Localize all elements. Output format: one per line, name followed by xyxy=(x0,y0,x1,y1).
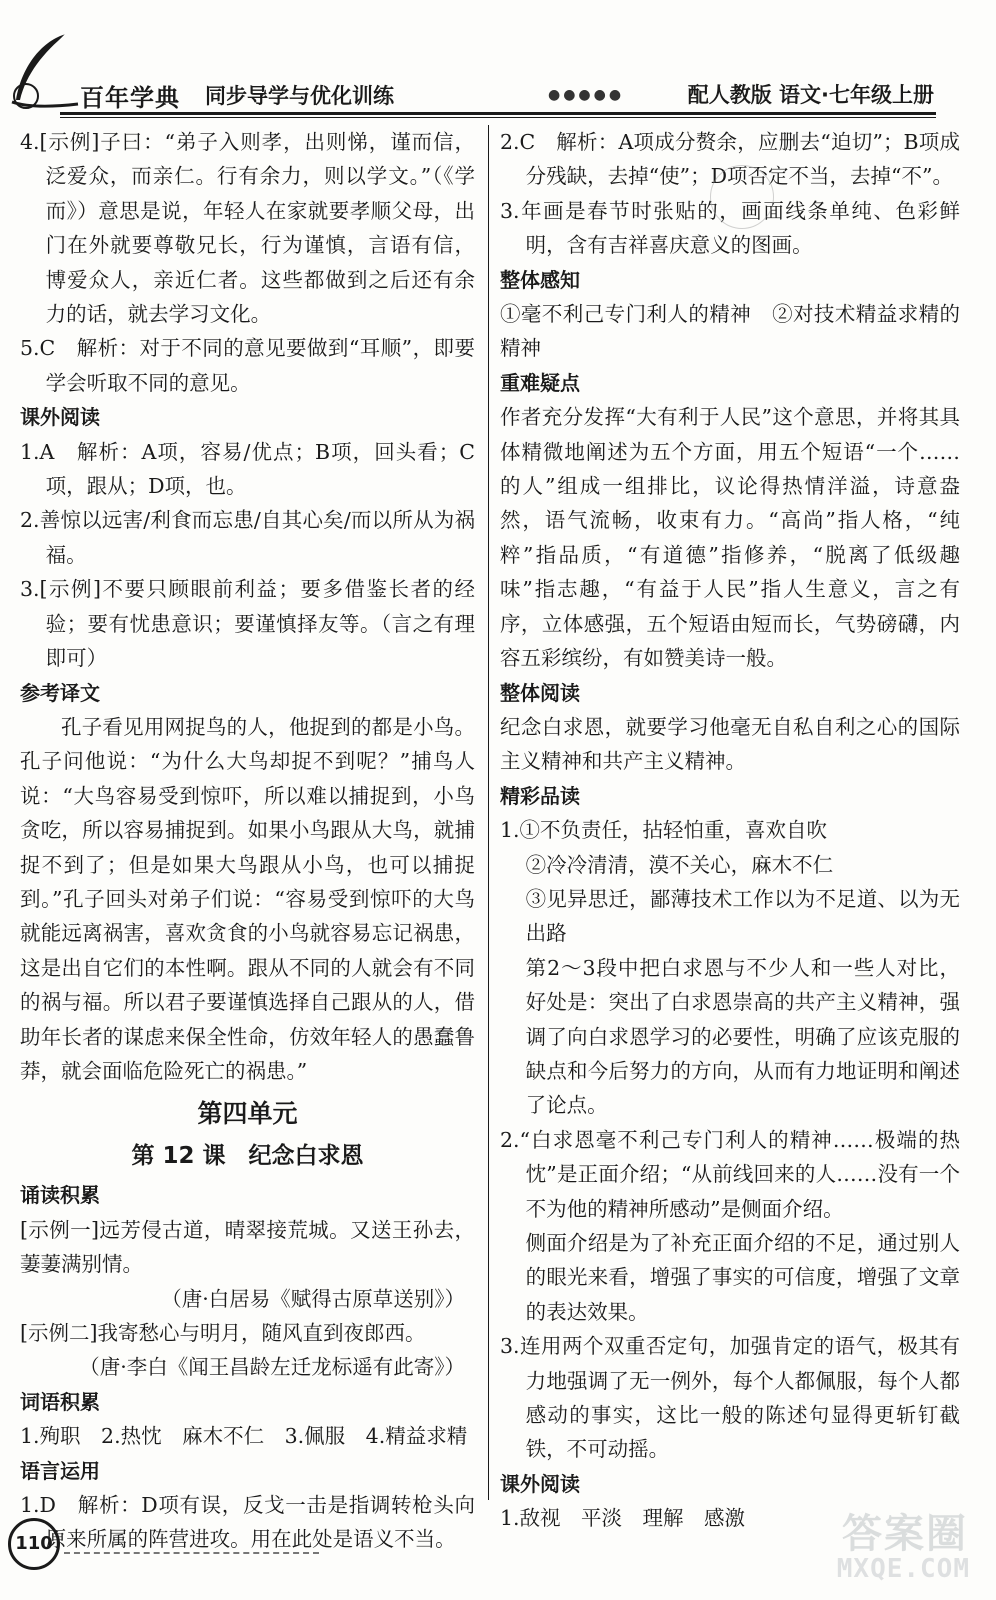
translation-paragraph: 孔子看见用网捉鸟的人，他捉到的都是小鸟。孔子问他说：“为什么大鸟却捉不到呢？”捕鸟人说：“大鸟容易受到惊吓，所以难以捕捉到，小鸟贪吃，所以容易捕捉到。如果小鸟跟从大鸟，就捕捉不到了；但是如果大鸟跟从小鸟，也可以捕捉到。”孔子回头对弟子们说：“容易受到惊吓的大鸟就能远离祸害，喜欢贪食的小鸟就容易忘记祸患，这是出自它们的本性啊。跟从不同的人就会有不同的祸与福。所以君子要谨慎选择自己跟从的人，借助年长者的谋虑来保全性命，仿效年轻人的愚蠢鲁莽，就会面临危险死亡的祸患。” xyxy=(20,714,475,1083)
answer-j2b: 侧面介绍是为了补充正面介绍的不足，通过别人的眼光来看，增强了事实的可信度，增强了文章的表达效果。 xyxy=(525,1231,960,1324)
poem-source-1: （唐·白居易《赋得古原草送别》） xyxy=(161,1286,465,1311)
page-header xyxy=(0,0,996,118)
answer-j1d: 第2～3段中把白求恩与不少人和一些人对比，好处是：突出了白求恩崇高的共产主义精神，强调了向白求恩学习的必要性，明确了应该克服的缺点和今后努力的方向，从而有力地证明和阐述了论点。 xyxy=(525,955,960,1118)
page-number: 110 xyxy=(8,1518,60,1570)
answer-r2: 2.C 解析：A项成分赘余，应删去“迫切”；B项成分残缺，去掉“使”；D项否定不当，去掉“不”。 xyxy=(500,130,960,189)
watermark-url: MXQE.COM xyxy=(836,1554,970,1584)
faint-stamp xyxy=(710,165,774,229)
section-heading: 课外阅读 xyxy=(500,1471,580,1496)
edition-label: 配人教版 语文·七年级上册 xyxy=(687,83,934,107)
answer-k3: 3.[示例]不要只顾眼前利益；要多借鉴长者的经验；要有忧患意识；要谨慎择友等。（言之有理即可） xyxy=(20,577,475,671)
unit-title: 第四单元 xyxy=(197,1099,298,1129)
header-rule xyxy=(60,112,936,115)
watermark-logo xyxy=(756,1498,978,1594)
footer-dashed-rule xyxy=(64,1552,319,1554)
column-divider xyxy=(488,125,489,1500)
header-dots: ●●●●● xyxy=(548,87,625,103)
book-subtitle: 同步导学与优化训练 xyxy=(205,84,394,108)
lesson-title: 第 12 课 纪念白求恩 xyxy=(131,1143,364,1170)
right-column xyxy=(500,125,960,1536)
answer-k2: 2.善惊以远害/利食而忘患/自其心矣/而以所从为祸福。 xyxy=(20,508,475,567)
quill-logo-icon xyxy=(4,30,84,112)
section-heading: 课外阅读 xyxy=(20,405,100,430)
answer-j3: 3.连用两个双重否定句，加强肯定的语气，极其有力地强调了无一例外，每个人都佩服，每个人都感动的事实，这比一般的陈述句显得更斩钉截铁，不可动摇。 xyxy=(500,1334,960,1462)
answer-y1: 1.D 解析：D项有误，反戈一击是指调转枪头向原来所属的阵营进攻。用在此处是语义不当。 xyxy=(20,1493,475,1552)
answer-r3: 3.年画是春节时张贴的，画面线条单纯、色彩鲜明，含有吉祥喜庆意义的图画。 xyxy=(500,198,960,258)
poem-example-2: [示例二]我寄愁心与明月，随风直到夜郎西。 xyxy=(20,1321,426,1345)
section-heading: 词语积累 xyxy=(20,1389,100,1414)
overall-reading: 纪念白求恩，就要学习他毫无自私自利之心的国际主义精神和共产主义精神。 xyxy=(500,714,960,774)
left-column xyxy=(20,125,475,1557)
section-heading: 参考译文 xyxy=(20,680,100,705)
section-heading: 整体阅读 xyxy=(500,680,580,705)
answer-j1c: ③见异思迁，鄙薄技术工作以为不足道、以为无出路 xyxy=(525,886,960,946)
answer-j2: 2.“白求恩毫不利己专门利人的精神……极端的热忱”是正面介绍；“从前线回来的人……没有一个不为他的精神所感动”是侧面介绍。 xyxy=(500,1127,960,1221)
section-heading: 重难疑点 xyxy=(500,370,580,395)
answer-j1a: 1.①不负责任，拈轻怕重，喜欢自吹 xyxy=(500,818,828,843)
section-heading: 语言运用 xyxy=(20,1458,100,1483)
section-heading: 诵读积累 xyxy=(20,1183,100,1208)
answer-kw1: 1.敌视 平淡 理解 感激 xyxy=(500,1506,746,1531)
vocab-answers: 1.殉职 2.热忱 麻木不仁 3.佩服 4.精益求精 xyxy=(20,1424,468,1449)
answer-k1: 1.A 解析：A项，容易/优点；B项，回头看；C项，跟从；D项，也。 xyxy=(20,439,475,499)
brand-title: 百年学典 xyxy=(80,84,180,112)
watermark-text: 答案圈 xyxy=(842,1511,968,1557)
answer-q4: 4.[示例]子曰：“弟子入则孝，出则悌，谨而信，泛爱众，而亲仁。行有余力，则以学文。”（《学而》）意思是说，年轻人在家就要孝顺父母，出门在外就要尊敬兄长，行为谨慎，言语有信，博爱众人，亲近仁者。这些都做到之后还有余力的话，就去学习文化。 xyxy=(20,130,475,327)
section-heading: 整体感知 xyxy=(500,267,580,292)
answer-q5: 5.C 解析：对于不同的意见要做到“耳顺”，即要学会听取不同的意见。 xyxy=(20,336,475,395)
poem-example-1: [示例一]远芳侵古道，晴翠接荒城。又送王孙去，萋萋满别情。 xyxy=(20,1217,475,1277)
key-points: 作者充分发挥“大有利于人民”这个意思，并将其具体精微地阐述为五个方面，用五个短语“一个……的人”组成一组排比，议论得热情洋溢，诗意盎然，语气流畅，收束有力。“高尚”指人格，“纯粹”指品质，“有道德”指修养，“脱离了低级趣味”指志趣，“有益于人民”指人生意义，言之有序，立体感强，五个短语由短而长，气势磅礴，内容五彩缤纷，有如赞美诗一般。 xyxy=(500,405,960,671)
overall-perception: ①毫不利己专门利人的精神 ②对技术精益求精的精神 xyxy=(500,302,960,361)
poem-source-2: （唐·李白《闻王昌龄左迁龙标遥有此寄》） xyxy=(79,1355,465,1380)
header-rule-thin xyxy=(60,117,936,118)
answer-j1b: ②冷冷清清，漠不关心，麻木不仁 xyxy=(525,852,834,877)
section-heading: 精彩品读 xyxy=(500,783,580,808)
